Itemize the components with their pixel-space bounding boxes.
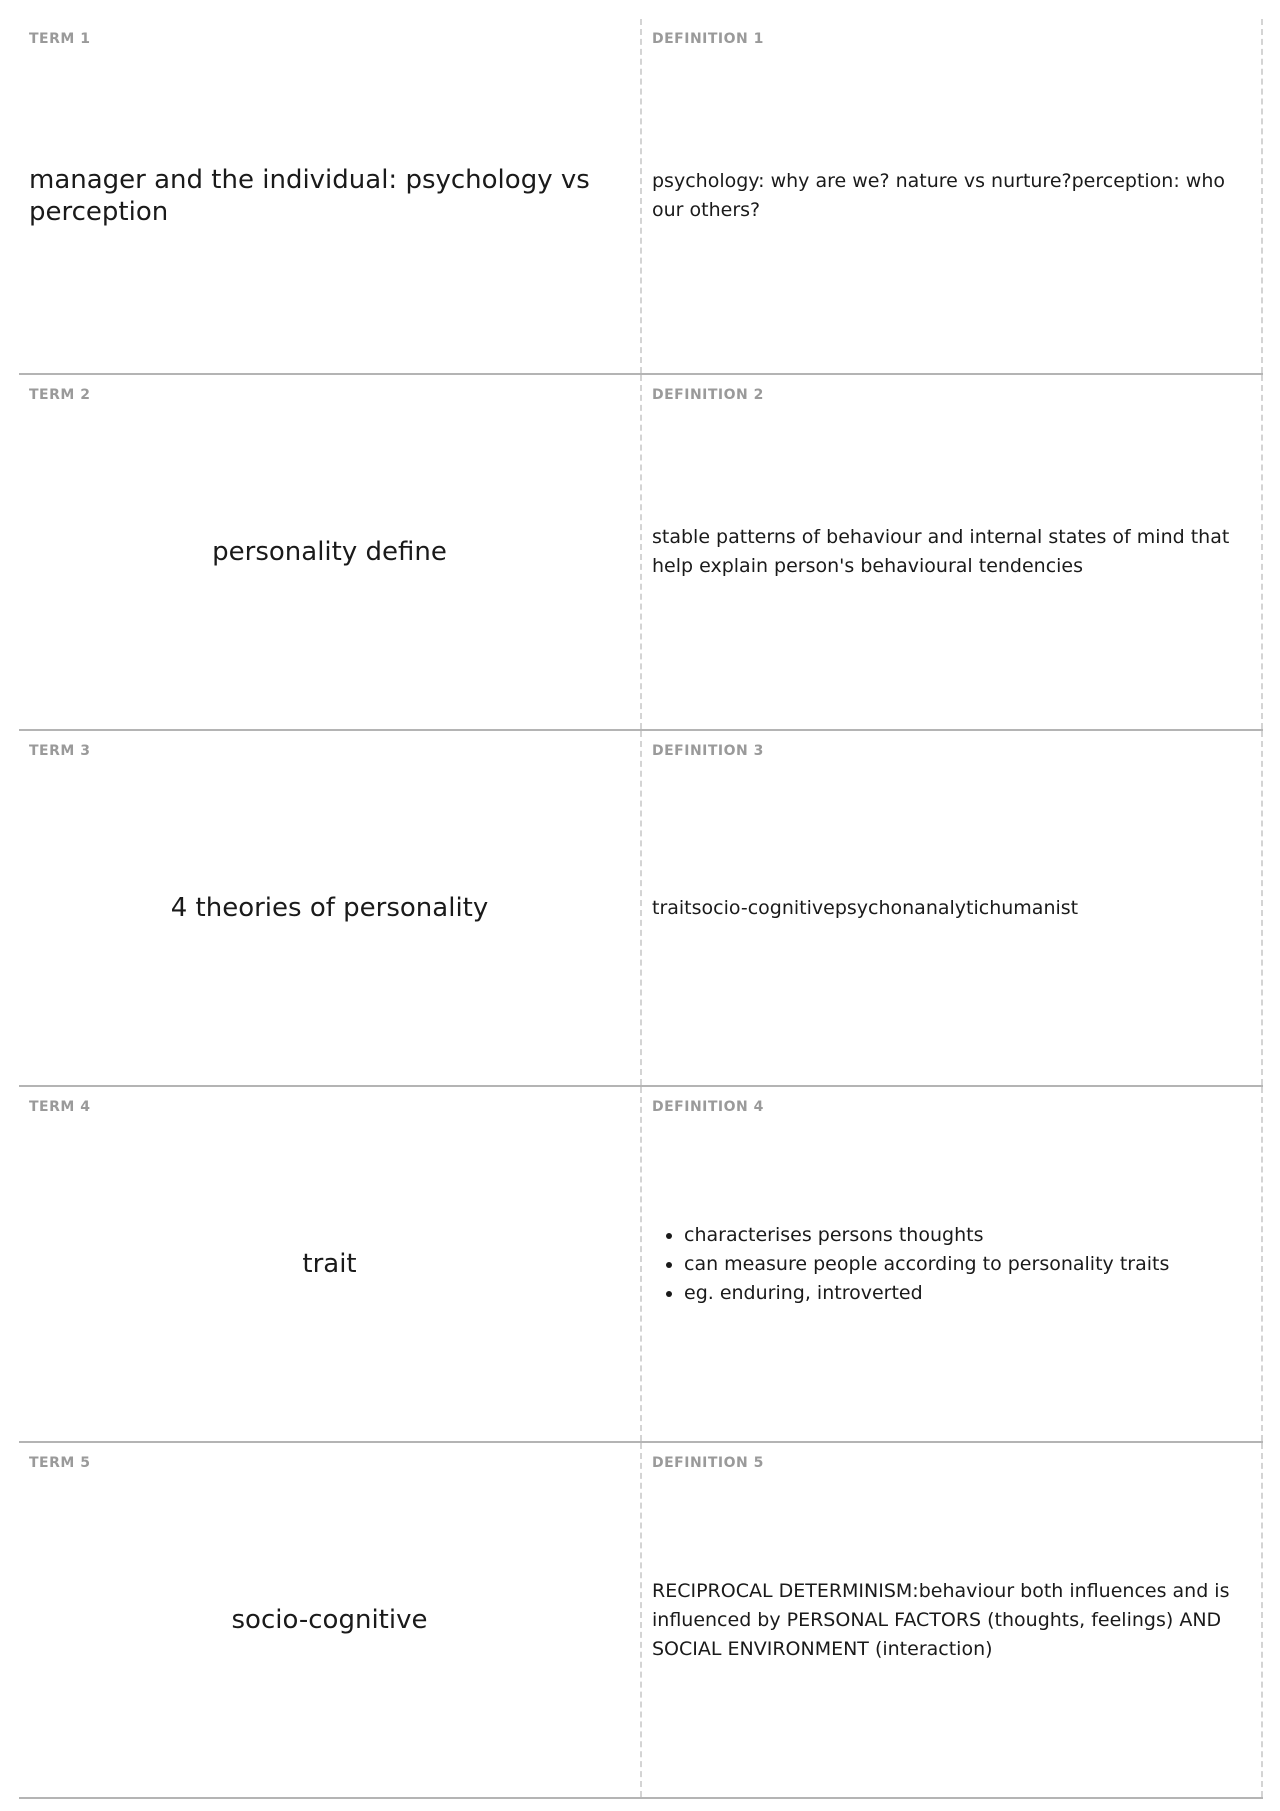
- definition-text-2: stable patterns of behaviour and internal states of mind that help explain person's behavioural tendencies: [652, 526, 1230, 577]
- flashcard-row-5: [19, 1443, 1263, 1799]
- term-label-4: TERM 4: [29, 1099, 91, 1115]
- term-text-2: personality define: [212, 537, 447, 567]
- term-text-4: trait: [302, 1249, 357, 1279]
- flashcard-row-3: [19, 731, 1263, 1087]
- term-label-3: TERM 3: [29, 743, 91, 759]
- term-cell-2: [19, 375, 642, 729]
- definition-cell-1: [642, 19, 1263, 373]
- definition-bullet-item: • characterises persons thoughts: [684, 1221, 1169, 1250]
- term-cell-1: [19, 19, 642, 373]
- term-cell-4: [19, 1087, 642, 1441]
- definition-label-4: DEFINITION 4: [652, 1099, 764, 1115]
- definition-cell-5: [642, 1443, 1263, 1797]
- definition-bullet-item: • eg. enduring, introverted: [684, 1279, 1169, 1308]
- flashcard-row-4: [19, 1087, 1263, 1443]
- term-label-5: TERM 5: [29, 1455, 91, 1471]
- flashcard-row-2: [19, 375, 1263, 731]
- definition-list-4: [652, 1117, 1251, 1431]
- term-label-1: TERM 1: [29, 31, 91, 47]
- definition-text-5: RECIPROCAL DETERMINISM:behaviour both influences and is influenced by PERSONAL FACTORS (thoughts, feelings) AND SOCIAL ENVIRONMENT (interaction): [652, 1579, 1230, 1660]
- term-text-5: socio-cognitive: [231, 1605, 428, 1635]
- term-cell-5: [19, 1443, 642, 1797]
- definition-cell-4: [642, 1087, 1263, 1441]
- definition-bullet-item: • can measure people according to personality traits: [684, 1250, 1169, 1279]
- term-text-1: manager and the individual: psychology vs perception: [29, 165, 590, 227]
- term-text-3: 4 theories of personality: [170, 893, 489, 923]
- term-cell-3: [19, 731, 642, 1085]
- flashcard-sheet: [19, 19, 1263, 1799]
- term-label-2: TERM 2: [29, 387, 91, 403]
- definition-cell-2: [642, 375, 1263, 729]
- definition-text-1: psychology: why are we? nature vs nurture?perception: who our others?: [652, 170, 1225, 221]
- definition-bullet-list: [652, 1221, 1169, 1308]
- flashcard-row-1: [19, 19, 1263, 375]
- definition-text-3: traitsocio-cognitivepsychonanalytichumanist: [652, 896, 1079, 919]
- definition-label-1: DEFINITION 1: [652, 31, 764, 47]
- definition-label-3: DEFINITION 3: [652, 743, 764, 759]
- definition-cell-3: [642, 731, 1263, 1085]
- definition-label-2: DEFINITION 2: [652, 387, 764, 403]
- definition-label-5: DEFINITION 5: [652, 1455, 764, 1471]
